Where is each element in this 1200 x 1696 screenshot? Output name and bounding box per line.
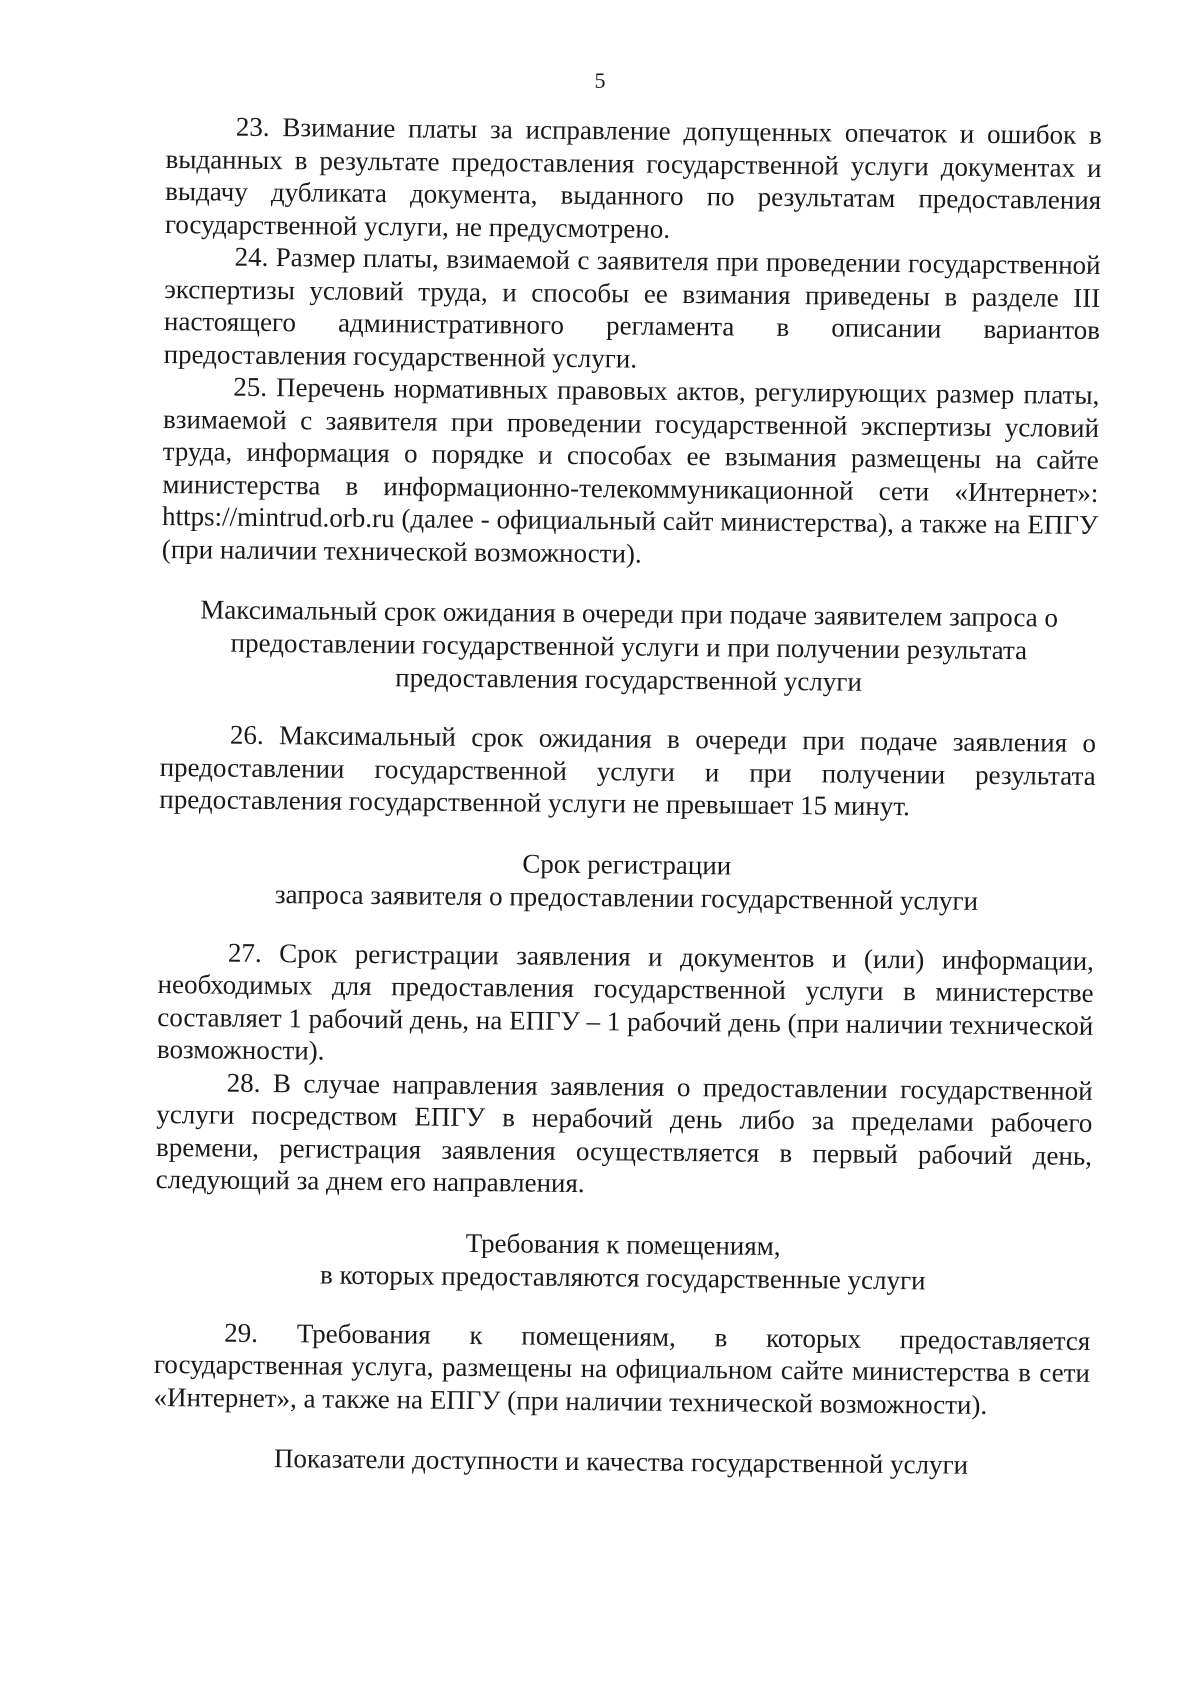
heading-premises-subtitle: в которых предоставляются государственные услуги	[319, 1259, 926, 1295]
paragraph-29: 29. Требования к помещениям, в которых предоставляется государственная услуга, размещены на официальном сайте министерства в сети «Интернет», а также на ЕПГУ (при наличии технической возможности).	[153, 1317, 1091, 1420]
document-body	[153, 110, 1102, 1483]
paragraph-23: 23. Взимание платы за исправление допущенных опечаток и ошибок в выданных в результате предоставления государственной услуги документах и выдачу дубликата документа, выданного по результатам предоставления государственной услуги, не предусмотрено.	[164, 111, 1102, 244]
heading-indicators: Показатели доступности и качества государственной услуги	[273, 1443, 969, 1480]
heading-registration-title: Срок регистрации	[522, 847, 732, 880]
paragraph-26: 26. Максимальный срок ожидания в очереди при подаче заявления о предоставлении государственной услуги и при получении результата предоставления государственной услуги не превышает 15 минут.	[159, 719, 1097, 822]
page-number: 5	[594, 68, 606, 93]
paragraph-25: 25. Перечень нормативных правовых актов, регулирующих размер платы, взимаемой с заявителя при проведении государственной экспертизы условий труда, информация о порядке и способах ее взымания размещены на сайте министерства в информационно-телекоммуникационной сети «Интернет»: https://mintrud.orb.ru (далее - официальный сайт министерства), а также на ЕПГУ (при наличии технической возможности).	[161, 371, 1100, 569]
heading-premises-title: Требования к помещениям,	[465, 1227, 781, 1261]
heading-queue-time: Максимальный срок ожидания в очереди при подаче заявителем запроса о предоставлении государственной услуги и при получении результата предоставления государственной услуги	[200, 594, 1059, 697]
paragraph-24: 24. Размер платы, взимаемой с заявителя при проведении государственной экспертизы условий труда, и способы ее взимания приведены в разделе III настоящего административного регламента в описании вариантов предоставления государственной услуги.	[163, 241, 1101, 374]
heading-registration-subtitle: запроса заявителя о предоставлении государственной услуги	[274, 878, 979, 916]
paragraph-27: 27. Срок регистрации заявления и документов и (или) информации, необходимых для предоставления государственной услуги в министерстве составляет 1 рабочий день, на ЕПГУ – 1 рабочий день (при наличии технической возможности).	[156, 937, 1095, 1066]
paragraph-28: 28. В случае направления заявления о предоставлении государственной услуги посредством ЕПГУ в нерабочий день либо за пределами рабочего времени, регистрация заявления осуществляется в первый рабочий день, следующий за днем его направления.	[155, 1067, 1093, 1199]
